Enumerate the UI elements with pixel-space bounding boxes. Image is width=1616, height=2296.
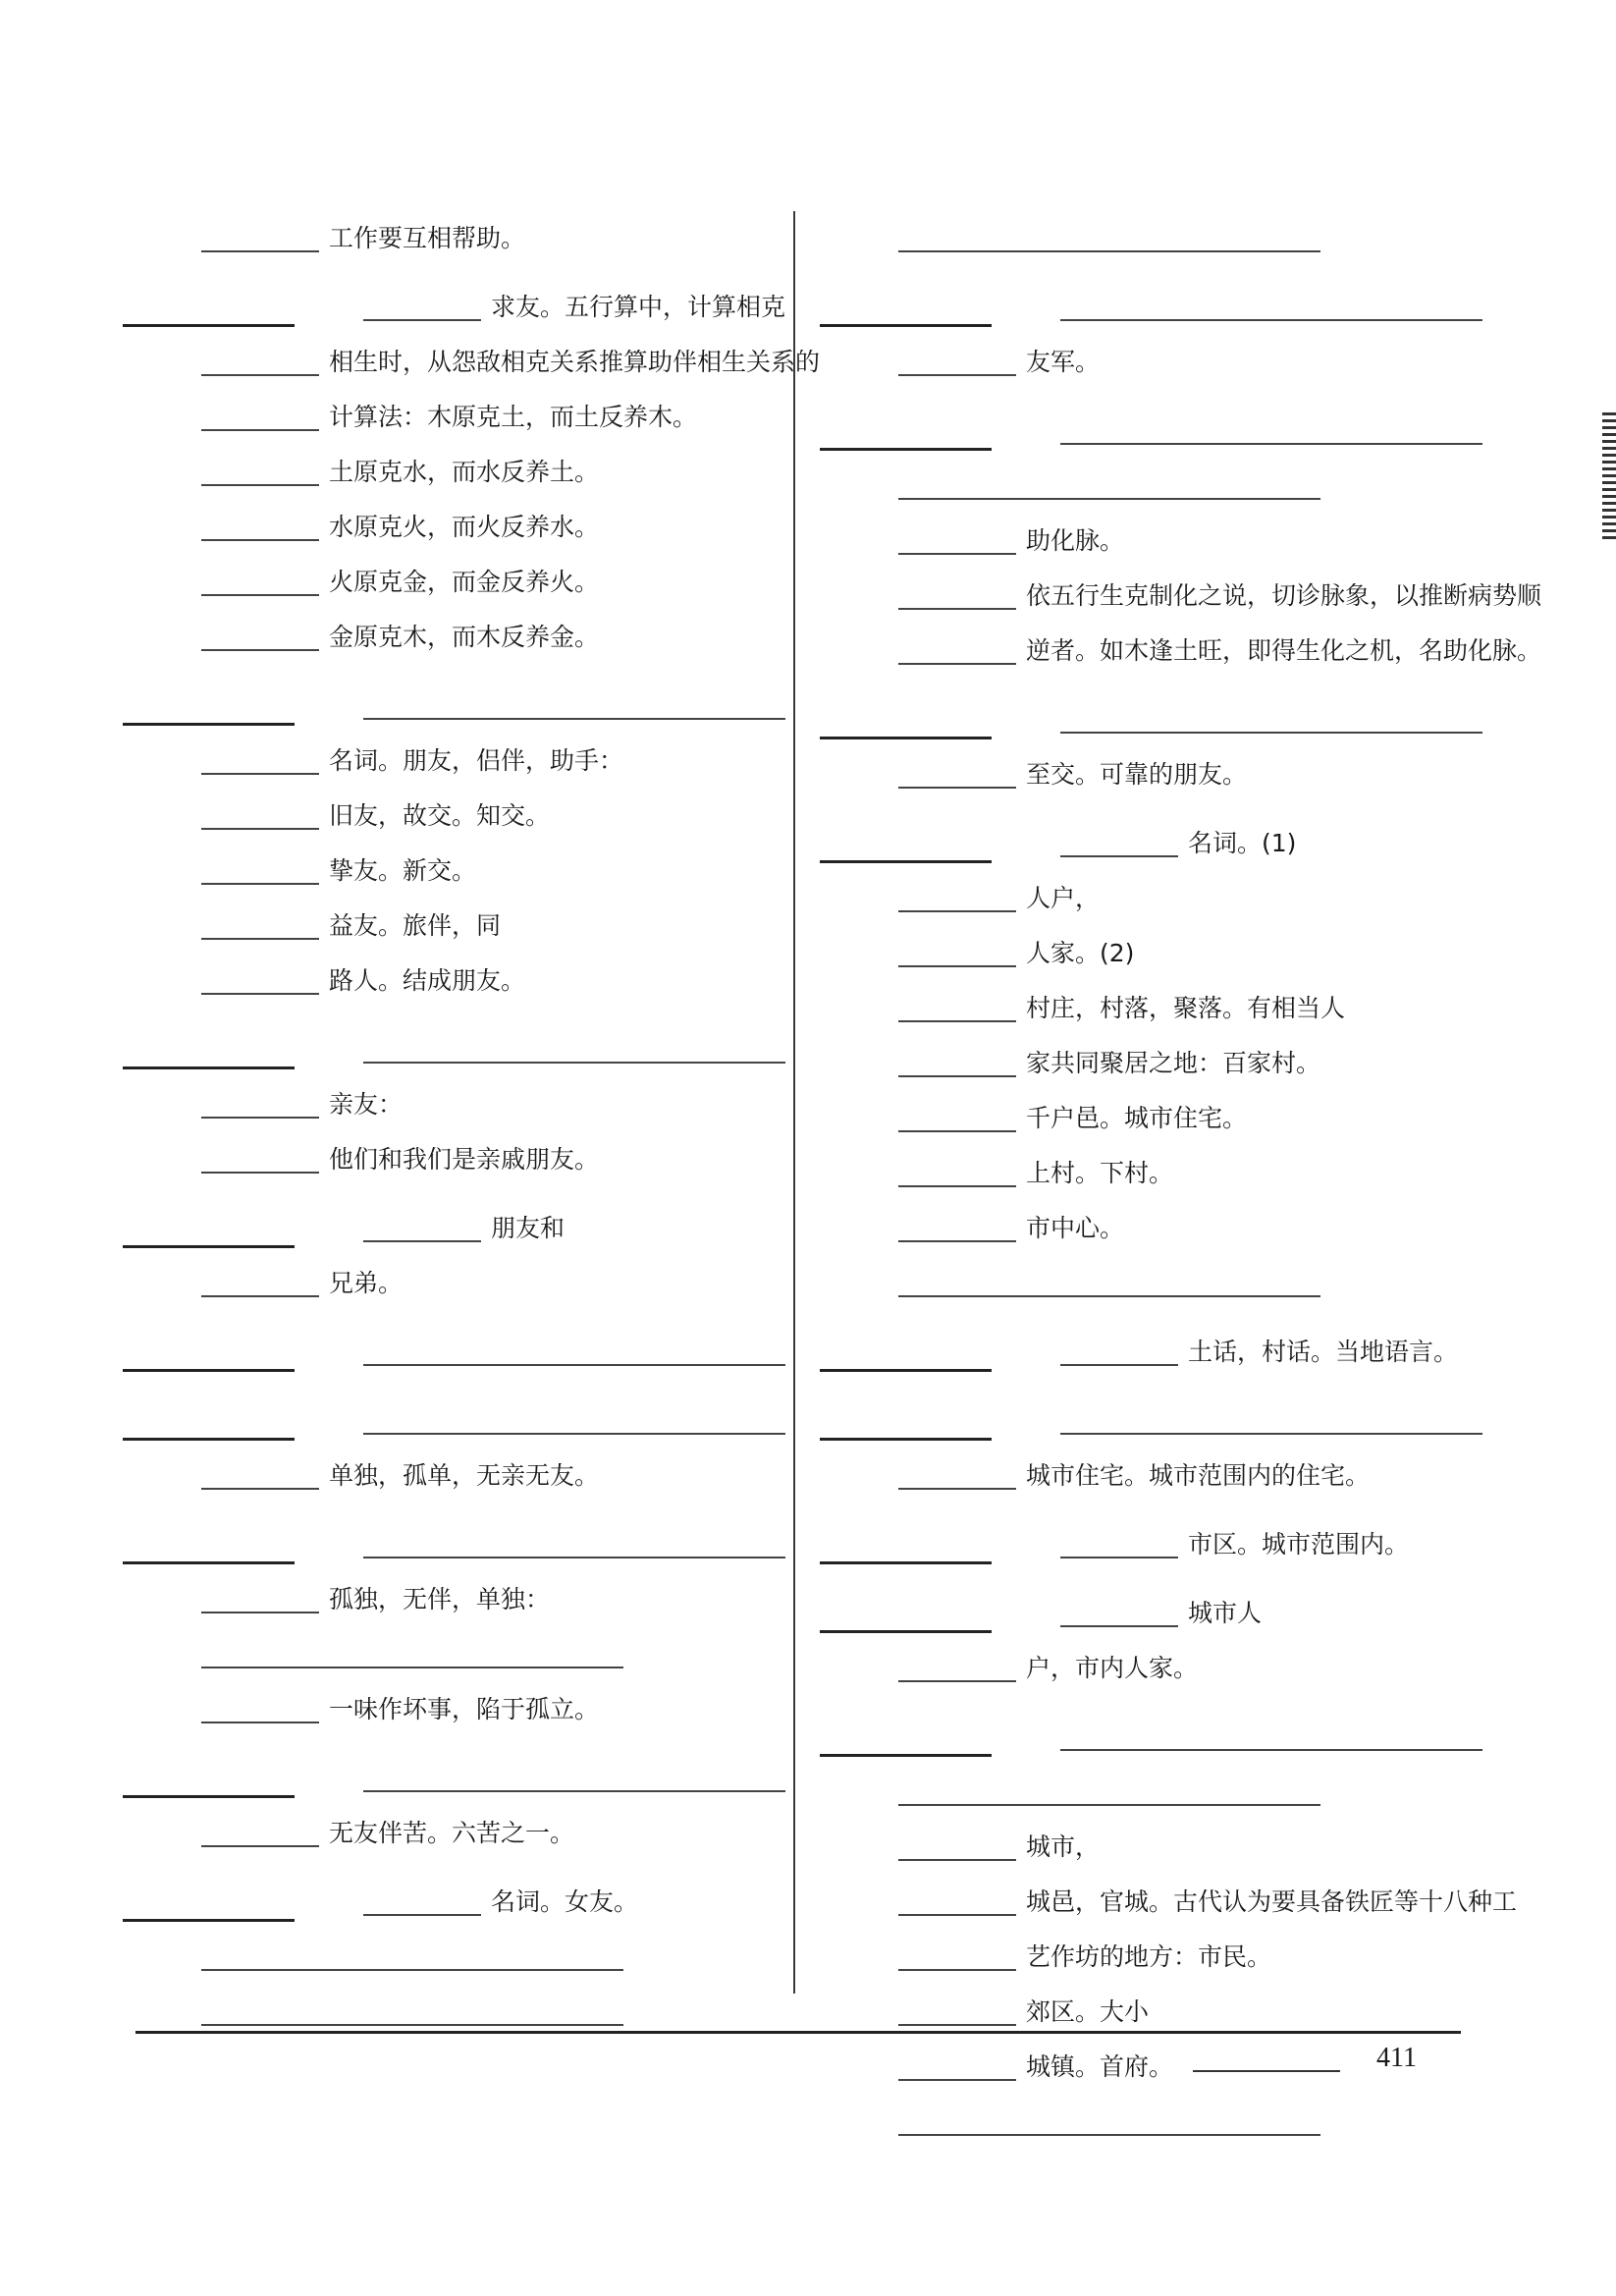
chinese-gloss: 亲友： [329,1090,404,1119]
column-divider [793,211,795,1994]
chinese-gloss: 上村。下村。 [1026,1159,1174,1187]
tibetan-text [1060,1342,1178,1366]
tibetan-text [201,518,319,541]
dictionary-entry [123,1875,766,2040]
tibetan-text [1060,834,1178,857]
tibetan-headword [123,689,295,726]
chinese-gloss: 城邑，官城。古代认为要具备铁匠等十八种工 [1026,1887,1518,1916]
chinese-gloss: 郊区。大小 [1026,1997,1150,2026]
dictionary-entry [123,1325,766,1380]
tibetan-headword [820,414,992,451]
chinese-gloss: 城镇。首府。 [1026,2052,1174,2081]
chinese-gloss: 艺作坊的地方：市民。 [1026,1942,1272,1971]
tibetan-text [201,628,319,651]
entry-line [123,1132,766,1187]
tibetan-text [201,1150,319,1174]
entry-line [820,1930,1463,1985]
entry-line [123,679,766,734]
entry-line [123,555,766,610]
chinese-gloss: 户，市内人家。 [1026,1654,1199,1682]
tibetan-text [898,2002,1016,2026]
tibetan-text [201,1095,319,1119]
chinese-gloss: 市中心。 [1026,1214,1125,1242]
entry-line [123,1572,766,1627]
tibetan-text [898,999,1016,1022]
entry-line [820,1586,1463,1641]
tibetan-headword [123,1404,295,1441]
chinese-gloss: 城市， [1026,1832,1101,1861]
tibetan-text [201,353,319,376]
footer-range [1193,2049,1340,2072]
entry-line [820,1517,1463,1572]
entry-line [123,1201,766,1256]
entry-line [123,1627,766,1682]
tibetan-headword [820,1336,992,1372]
entry-line [123,844,766,899]
dictionary-entry [123,1517,766,1737]
tibetan-headword [123,291,295,327]
dictionary-entry [123,1022,766,1187]
tibetan-text [1060,1411,1482,1435]
dictionary-entry [123,1394,766,1503]
tibetan-headword [820,1404,992,1441]
entry-line [820,404,1463,459]
entry-line [123,789,766,844]
entry-line [123,1751,766,1806]
chinese-gloss: 计算法：木原克土，而土反养木。 [329,403,698,431]
dictionary-entry [820,1586,1463,1696]
tibetan-text [363,1535,785,1558]
chinese-gloss: 单独，孤单，无亲无友。 [329,1461,600,1490]
tibetan-text [201,1590,319,1613]
dictionary-entry [820,280,1463,390]
tibetan-text [201,971,319,995]
entry-line [123,954,766,1009]
chinese-gloss: 火原克金，而金反养火。 [329,568,600,596]
footer-rule [135,2031,1461,2034]
entry-line [820,1875,1518,1930]
tibetan-headword [820,703,992,739]
entry-line [123,1930,766,1985]
entry-line [123,1022,766,1077]
tibetan-text [898,1109,1016,1132]
dictionary-entry [820,1394,1463,1503]
tibetan-text [201,916,319,940]
entry-line [820,1765,1463,1820]
chinese-gloss: 益友。旅伴，同 [329,911,502,940]
page-number: 411 [1376,2043,1417,2073]
entry-line [123,390,766,445]
tibetan-text [201,1700,319,1723]
entry-line [123,734,766,789]
entry-line [820,280,1463,335]
chinese-gloss: 土话，村话。当地语言。 [1188,1338,1459,1366]
entry-line [820,816,1463,871]
chinese-gloss: 市区。城市范围内。 [1188,1530,1410,1558]
entry-line [820,1256,1463,1311]
chinese-gloss: 助化脉。 [1026,526,1125,555]
chinese-gloss: 旧友，故交。知交。 [329,801,551,830]
entry-line [820,514,1463,569]
tibetan-text [363,298,481,321]
chinese-gloss: 逆者。如木逢土旺，即得生化之机，名助化脉。 [1026,636,1542,665]
entry-line [123,610,766,665]
entry-line [123,899,766,954]
chinese-gloss: 城市住宅。城市范围内的住宅。 [1026,1461,1371,1490]
tibetan-text [1060,1535,1178,1558]
tibetan-text [898,889,1016,912]
dictionary-entry [820,692,1463,802]
chinese-gloss: 无友伴苦。六苦之一。 [329,1819,575,1847]
entry-line [820,624,1542,679]
tibetan-text [201,573,319,596]
tibetan-text [1060,1604,1178,1627]
entry-line [123,1256,766,1311]
entry-line [123,1517,766,1572]
chinese-gloss: 孤独，无伴，单独： [329,1585,551,1613]
chinese-gloss: 村庄，村落，聚落。有相当人 [1026,994,1346,1022]
tibetan-headword [820,1721,992,1757]
tibetan-headword [820,827,992,863]
tibetan-text [1060,1727,1482,1751]
tibetan-text [898,1164,1016,1187]
chinese-gloss: 千户邑。城市住宅。 [1026,1104,1248,1132]
entry-line [820,1201,1463,1256]
entry-line [820,211,1463,266]
tibetan-headword [123,1762,295,1798]
page-footer [1193,2043,1417,2074]
chinese-gloss: 至交。可靠的朋友。 [1026,760,1248,789]
dictionary-entry [123,1751,766,1861]
chinese-gloss: 人户， [1026,884,1101,912]
tibetan-headword [123,1886,295,1922]
entry-line [820,569,1542,624]
entry-line [123,280,786,335]
tibetan-headword [820,1528,992,1564]
tibetan-text [898,641,1016,665]
chinese-gloss: 兄弟。 [329,1269,404,1297]
tibetan-text [898,1782,1320,1806]
entry-line [820,1710,1463,1765]
dictionary-entry [123,679,766,1009]
dictionary-entry [820,816,1463,1311]
entry-line [123,1325,766,1380]
entry-line [820,1146,1463,1201]
chinese-gloss: 友军。 [1026,348,1101,376]
tibetan-text [898,1466,1016,1490]
chinese-gloss: 名词。朋友，侣伴，助手： [329,746,624,775]
tibetan-text [898,531,1016,555]
tibetan-text [363,1040,785,1064]
tibetan-text [898,765,1016,789]
tibetan-text [201,463,319,486]
chinese-gloss: 水原克火，而火反养水。 [329,513,600,541]
tibetan-text [363,696,785,720]
left-column [123,211,821,2053]
tibetan-text [201,1645,623,1668]
chinese-gloss: 家共同聚居之地：百家村。 [1026,1049,1321,1077]
entry-line [820,1449,1463,1503]
tibetan-text [201,806,319,830]
chinese-gloss: 工作要互相帮助。 [329,224,526,252]
tibetan-text [201,1466,319,1490]
entry-line [820,1820,1463,1875]
entry-line [820,926,1463,981]
dictionary-entry [820,211,1463,266]
dictionary-entry [123,280,821,665]
chinese-gloss: 求友。五行算中，计算相克 [491,293,786,321]
tibetan-text [898,1054,1016,1077]
entry-line [123,211,766,266]
tibetan-text [363,1892,481,1916]
tibetan-headword [820,1597,992,1633]
entry-line [123,500,766,555]
tibetan-text [1060,298,1482,321]
tibetan-headword [123,1212,295,1248]
dictionary-entry [123,1201,766,1311]
tibetan-text [898,1659,1016,1682]
tibetan-headword [123,1528,295,1564]
chinese-gloss: 人家。(2) [1026,939,1135,967]
entry-line [123,1394,766,1449]
tibetan-text [201,408,319,431]
tibetan-text [898,2112,1320,2136]
entry-line [820,692,1463,747]
tibetan-headword [820,291,992,327]
dictionary-entry [820,1710,1518,2150]
chinese-gloss: 挚友。新交。 [329,856,477,885]
chinese-gloss: 他们和我们是亲戚朋友。 [329,1145,600,1174]
entry-line [820,335,1463,390]
chinese-gloss: 名词。女友。 [491,1887,639,1916]
entry-line [820,1325,1463,1380]
entry-line [123,1682,766,1737]
tibetan-headword [123,1336,295,1372]
tibetan-text [898,476,1320,500]
chinese-gloss: 路人。结成朋友。 [329,966,526,995]
dictionary-entry [820,404,1542,679]
chinese-gloss: 一味作坏事，陷于孤立。 [329,1695,600,1723]
tibetan-text [1060,421,1482,445]
chinese-gloss: 相生时，从怨敌相克关系推算助伴相生关系的 [329,348,821,376]
chinese-gloss: 金原克木，而木反养金。 [329,623,600,651]
tibetan-text [898,2057,1016,2081]
tibetan-text [201,1824,319,1847]
tibetan-text [363,1769,785,1792]
entry-line [123,1077,766,1132]
entry-line [820,1091,1463,1146]
chinese-gloss: 土原克水，而水反养土。 [329,458,600,486]
dictionary-entry [820,1517,1463,1572]
tibetan-text [898,1219,1016,1242]
chinese-gloss: 名词。(1) [1188,829,1297,857]
edge-mark [1602,412,1616,540]
chinese-gloss: 城市人 [1188,1599,1263,1627]
dictionary-entry [820,1325,1463,1380]
entry-line [123,335,821,390]
tibetan-text [898,944,1016,967]
entry-line [820,2095,1463,2150]
entry-line [123,1875,766,1930]
entry-line [820,1036,1463,1091]
tibetan-text [898,1837,1016,1861]
entry-line [820,981,1463,1036]
tibetan-text [898,586,1016,610]
entry-line [820,1641,1463,1696]
entry-line [820,871,1463,926]
tibetan-text [898,353,1016,376]
tibetan-text [898,1947,1016,1971]
chinese-gloss: 依五行生克制化之说，切诊脉象，以推断病势顺 [1026,581,1542,610]
tibetan-text [898,1274,1320,1297]
entry-line [820,459,1463,514]
tibetan-text [201,861,319,885]
tibetan-text [898,229,1320,252]
dictionary-entry [123,211,766,266]
tibetan-text [363,1219,481,1242]
right-column [820,211,1542,2163]
tibetan-headword [123,1033,295,1069]
entry-line [820,1394,1463,1449]
tibetan-text [201,751,319,775]
entry-line [123,1806,766,1861]
entry-line [123,445,766,500]
tibetan-text [201,2002,623,2026]
chinese-gloss: 朋友和 [491,1214,566,1242]
tibetan-text [1060,710,1482,734]
tibetan-text [363,1342,785,1366]
tibetan-text [898,1892,1016,1916]
tibetan-text [201,229,319,252]
tibetan-text [201,1947,623,1971]
entry-line [123,1449,766,1503]
entry-line [820,747,1463,802]
tibetan-text [201,1274,319,1297]
tibetan-text [363,1411,785,1435]
